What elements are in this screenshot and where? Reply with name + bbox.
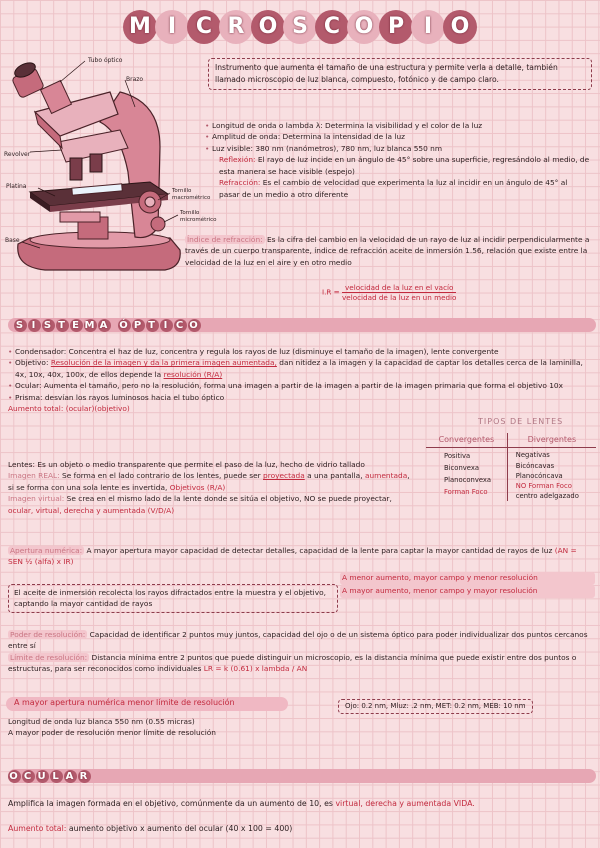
heading-letter: S: [43, 320, 54, 331]
label-tornillo-macro: Tornillo macrométrico: [172, 188, 211, 201]
lens-type-item: Bicóncavas: [515, 461, 555, 470]
reflexion: Reflexión: El rayo de luz incide en un ángulo de 45° sobre una superficie, regresándolo al medio, de esta manera se hace visible (espejo): [219, 155, 590, 176]
label-revolver: Revolver: [4, 151, 31, 158]
title-letter: C: [315, 10, 349, 44]
label-platina: Platina: [6, 183, 27, 190]
heading-letter: A: [65, 771, 76, 782]
heading-letter: T: [146, 319, 159, 332]
objetivo: • Objetivo: Resolución de la imagen y da la primera imagen aumentada, dan nitidez a la imagen y la capacidad de captar los detalles cerca de la laminilla, 4x, 10x, 40x, 100x, de ellos depende la resolución (R/A): [8, 357, 593, 380]
heading-letter: E: [70, 319, 83, 332]
title-letter: M: [123, 10, 157, 44]
indice-refraccion: Índice de refracción: Es la cifra del cambio en la velocidad de un rayo de luz al incidir perpendicularmente a través de un cuerpo transparente, índice de refracción aceite de inmersión 1.56, relación que existe entre la velocidad de la luz en el aire y en otro medio: [185, 235, 590, 267]
amplitud-onda: • Amplitud de onda: Determina la intensidad de la luz: [205, 131, 590, 142]
heading-letter: S: [15, 320, 26, 331]
convergentes-list: [426, 448, 507, 501]
condensador: • Condensador: Concentra el haz de luz, concentra y regula los rayos de luz (disminuye el tamaño de la imagen), lente convergente: [8, 346, 593, 357]
heading-letter: T: [56, 319, 69, 332]
poder-highlight: A mayor apertura numérica menor límite de resolución: [14, 698, 235, 707]
heading-letter: L: [50, 770, 63, 783]
lens-type-item: Positiva: [444, 452, 471, 461]
heading-letter: I: [28, 319, 41, 332]
heading-letter: M: [84, 320, 97, 331]
title-letter: P: [379, 10, 413, 44]
aceite-box: El aceite de inmersión recolecta los rayos difractados entre la muestra y el objetivo, captando la mayor cantidad de rayos: [8, 584, 338, 613]
heading-letter: O: [189, 320, 200, 331]
aumento-total: Aumento total: (ocular)(objetivo): [8, 404, 130, 414]
sistema-optico-heading: [14, 318, 202, 334]
label-brazo: Brazo: [126, 76, 144, 83]
longitud-onda: • Longitud de onda o lambda λ: Determina la visibilidad y el color de la luz: [205, 120, 590, 131]
convergentes-header: Convergentes: [426, 433, 507, 448]
sistema-optico-list: [8, 346, 593, 415]
heading-letter: U: [37, 771, 48, 782]
heading-letter: C: [175, 320, 186, 331]
heading-letter: C: [23, 771, 34, 782]
heading-letter: I: [160, 319, 173, 332]
luz-visible: • Luz visible: 380 nm (nanómetros), 780 nm, luz blanca 550 nm: [205, 143, 590, 154]
title-letter: O: [443, 10, 477, 44]
label-tubo-optico: Tubo óptico: [88, 57, 123, 64]
divergentes-header: Divergentes: [507, 433, 596, 448]
prisma: • Prisma: desvían los rayos luminosos hacia el tubo óptico: [8, 392, 593, 403]
lens-type-item: NO Forman Foco: [515, 481, 572, 490]
lentes-def: Lentes: Es un objeto o medio transparente que permite el paso de la luz, hecho de vidrio tallado: [8, 460, 365, 469]
ir-formula: I.R = velocidad de la luz en el vacío velocidad de la luz en un medio: [322, 283, 457, 302]
title-letter: I: [155, 10, 189, 44]
light-properties: [205, 120, 590, 200]
lentes-section: [8, 459, 413, 516]
menor-aumento: A menor aumento, mayor campo y menor resolución: [340, 572, 595, 585]
heading-letter: Ó: [119, 320, 130, 331]
page-title: [0, 10, 600, 44]
lens-type-item: centro adelgazado: [515, 492, 579, 501]
intro-box: [208, 58, 592, 90]
refraccion: Refracción: Es el cambio de velocidad que experimenta la luz al incidir en un ángulo de 45° al pasar de un medio a otro diferente: [219, 178, 568, 199]
heading-letter: R: [79, 771, 90, 782]
intro-text: Instrumento que aumenta el tamaño de una estructura y permite verla a detalle, también llamado microscopio de luz blanca, compuesto, fotónico y de campo claro.: [215, 63, 558, 84]
tipos-lentes-title: TIPOS DE LENTES: [478, 417, 564, 426]
title-letter: I: [411, 10, 445, 44]
lens-type-item: Negativas: [515, 451, 550, 460]
aumento-campo-notes: [340, 572, 595, 598]
heading-letter: A: [99, 320, 110, 331]
title-letter: R: [219, 10, 253, 44]
ocular-header-bar: [8, 769, 596, 783]
heading-letter: O: [9, 771, 20, 782]
lens-type-item: Planocóncava: [515, 471, 563, 480]
title-letter: O: [251, 10, 285, 44]
imagen-real: Imagen REAL: Se forma en el lado contrario de los lentes, puede ser proyectada a una pantalla, aumentada, si se forma con una sola lente es invertida, Objetivos (R/A): [8, 471, 410, 492]
ocular-section: Amplifica la imagen formada en el objetivo, comúnmente da un aumento de 10, es virtual, derecha y aumentada VIDA. Aumento total: aumento objetivo x aumento del ocular (40 x 100 = 400): [8, 799, 475, 834]
divergentes-list: [507, 448, 596, 501]
title-letter: S: [283, 10, 317, 44]
resolucion-values: Ojo: 0.2 nm, Mluz: .2 nm, MET: 0.2 nm, MEB: 10 nm: [338, 699, 533, 714]
apertura-section: Apertura numérica: A mayor apertura mayor capacidad de detectar detalles, capacidad de la lente para captar la mayor cantidad de rayos de luz (AN = SEN ½ (alfa) x IR): [8, 546, 577, 567]
poder-resolucion-section: Poder de resolución: Capacidad de identificar 2 puntos muy juntos, capacidad del ojo o de un sistema óptico para poder individualizar dos puntos cercanos entre sí Límite de resolución: Distancia mínima entre 2 puntos que puede distinguir un microscopio, es la distancia mínima que puede existir entre dos puntos o estructuras, para ser reconocidos como individuales LR = k (0.61) x lambda / AN: [8, 630, 588, 674]
poder-notes: Longitud de onda luz blanca 550 nm (0.55 micras) A mayor poder de resolución menor límite de resolución: [8, 717, 216, 738]
imagen-virtual: Imagen virtual: Se crea en el mismo lado de la lente donde se sitúa el objetivo, NO se puede proyectar, ocular, virtual, derecha y aumentada (V/D/A): [8, 494, 392, 515]
mayor-aumento: A mayor aumento, menor campo y mayor resolución: [340, 585, 595, 598]
lens-type-item: Forman Foco: [444, 488, 488, 497]
lens-type-item: Planoconvexa: [444, 476, 492, 485]
tipos-lentes-table: [426, 433, 596, 501]
ocular-heading: [8, 769, 92, 785]
microscope-illustration: [0, 52, 205, 277]
heading-letter: P: [133, 320, 144, 331]
label-tornillo-micro: Tornillo micrométrico: [180, 210, 217, 223]
ocular-item: • Ocular: Aumenta el tamaño, pero no la resolución, forma una imagen a partir de la imagen a partir de la imagen primaria que forma el objetivo 10x: [8, 380, 593, 391]
label-base: Base: [5, 237, 20, 244]
title-letter: O: [347, 10, 381, 44]
title-letter: C: [187, 10, 221, 44]
lens-type-item: Biconvexa: [444, 464, 480, 473]
